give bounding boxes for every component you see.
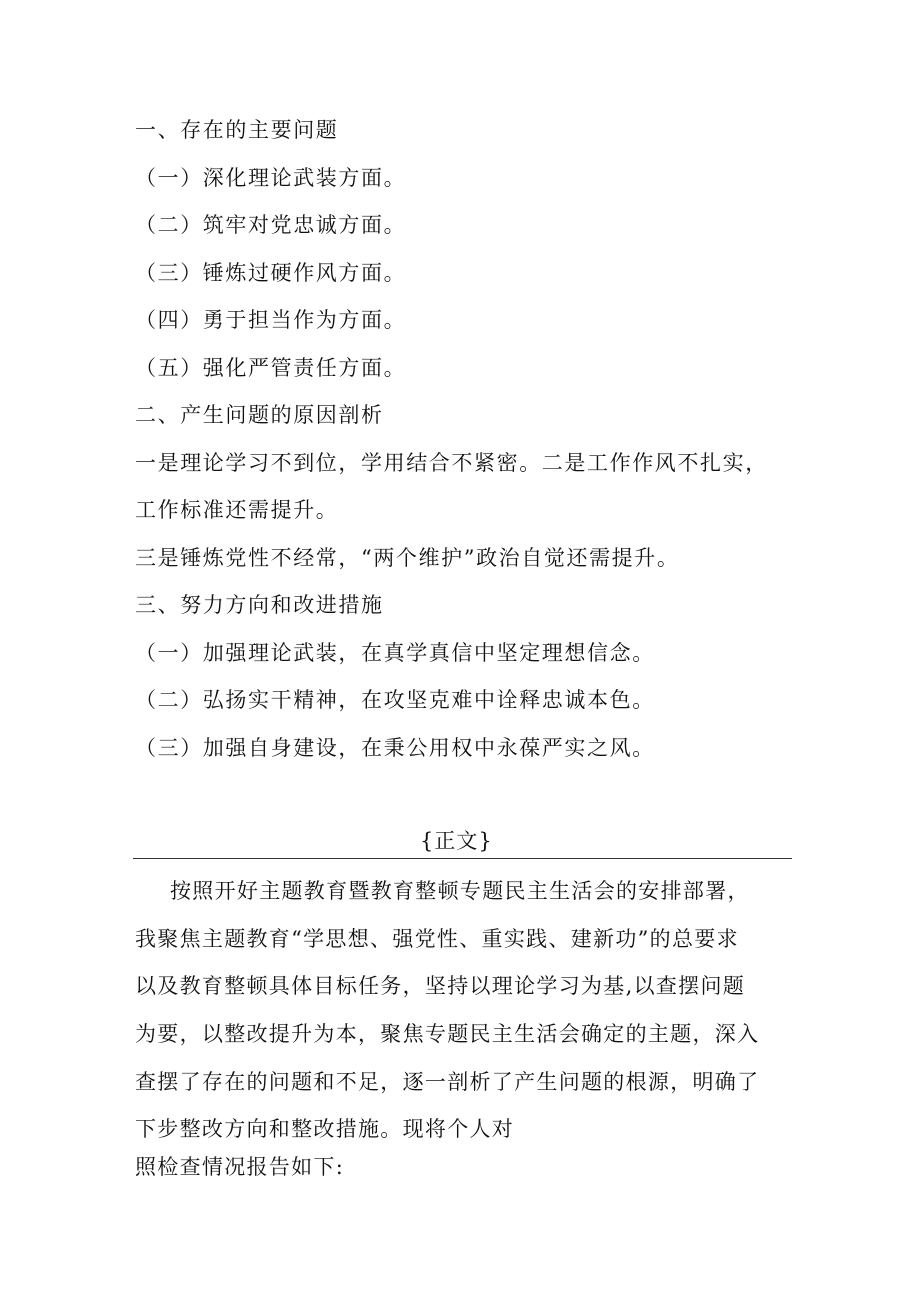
measure-item-1: （一）加强理论武装，在真学真信中坚定理想信念。 xyxy=(135,641,655,665)
cause-line-2: 工作标准还需提升。 xyxy=(135,498,339,522)
main-text-line-2: 我聚焦主题教育“学思想、强党性、重实践、建新功”的总要求 xyxy=(135,927,739,951)
main-text-label: {正文} xyxy=(420,829,493,853)
cause-line-3: 三是锤炼党性不经常，“两个维护”政治自觉还需提升。 xyxy=(135,546,680,570)
main-text-line-3: 以及教育整顿具体目标任务，坚持以理论学习为基,以查摆问题 xyxy=(135,974,746,998)
main-text-line-4: 为要，以整改提升为本，聚焦专题民主生活会确定的主题，深入 xyxy=(135,1022,760,1046)
problem-item-4: （四）勇于担当作为方面。 xyxy=(135,308,407,332)
section-heading-problems: 一、存在的主要问题 xyxy=(135,118,339,142)
main-text-line-5: 查摆了存在的问题和不足，逐一剖析了产生问题的根源，明确了 xyxy=(135,1070,760,1094)
measure-item-2: （二）弘扬实干精神，在攻坚克难中诠释忠诚本色。 xyxy=(135,688,655,712)
measure-item-3: （三）加强自身建设，在秉公用权中永葆严实之风。 xyxy=(135,736,655,760)
section-divider xyxy=(133,858,792,859)
cause-line-1: 一是理论学习不到位，学用结合不紧密。二是工作作风不扎实， xyxy=(135,451,768,475)
problem-item-5: （五）强化严管责任方面。 xyxy=(135,356,407,380)
section-heading-causes: 二、产生问题的原因剖析 xyxy=(135,403,384,427)
section-heading-measures: 三、努力方向和改进措施 xyxy=(135,593,384,617)
problem-item-2: （二）筑牢对党忠诚方面。 xyxy=(135,213,407,237)
main-text-line-1: 按照开好主题教育暨教育整顿专题民主生活会的安排部署， xyxy=(170,879,750,903)
main-text-line-6: 下步整改方向和整改措施。现将个人对 xyxy=(135,1117,515,1141)
problem-item-3: （三）锤炼过硬作风方面。 xyxy=(135,261,407,285)
problem-item-1: （一）深化理论武装方面。 xyxy=(135,166,407,190)
main-text-line-7: 照检查情况报告如下: xyxy=(135,1155,345,1179)
